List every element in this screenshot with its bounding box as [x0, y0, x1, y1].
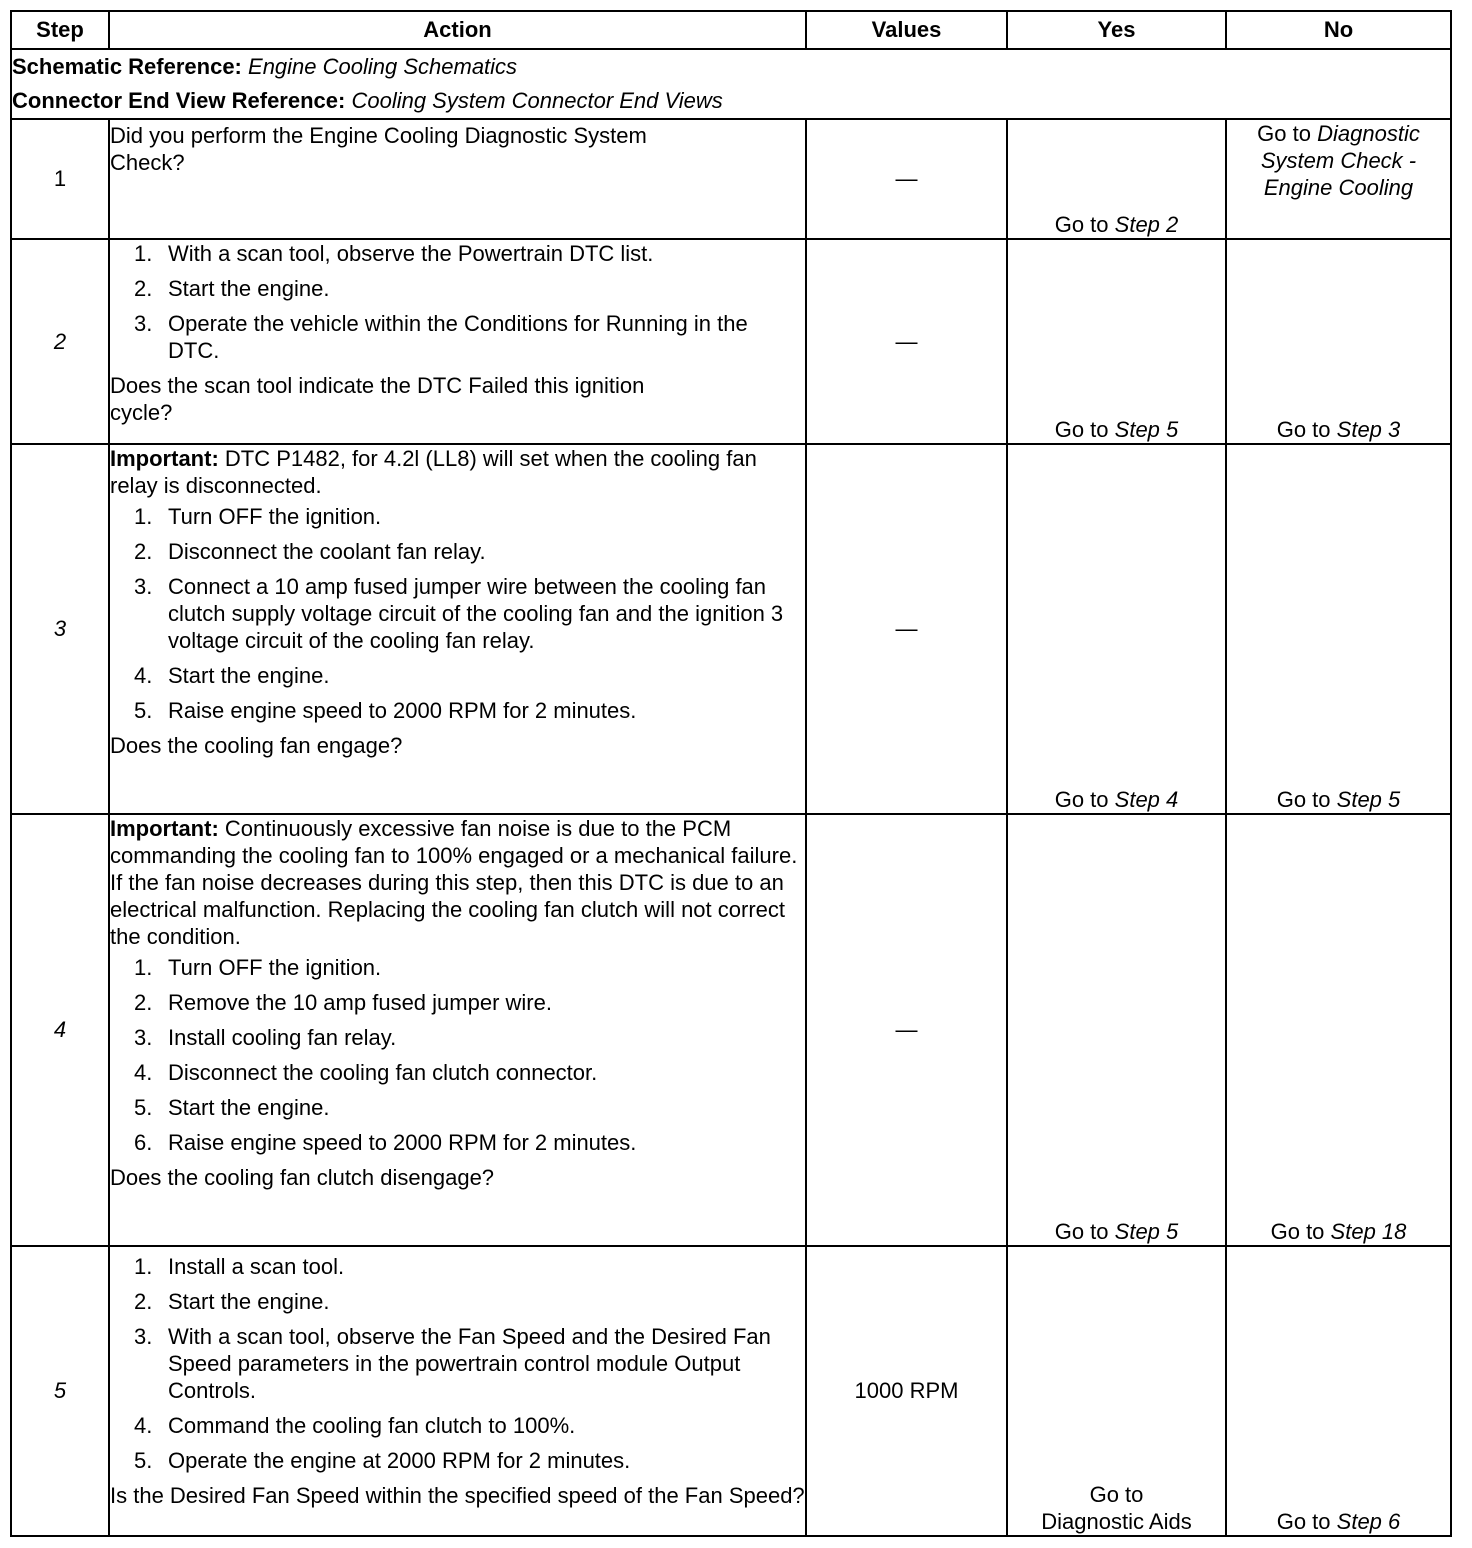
important-note: [110, 445, 805, 499]
no-target: Step 3: [1336, 417, 1401, 442]
step-number: 2: [11, 239, 109, 444]
yes-target: Step 2: [1114, 212, 1179, 237]
go-to-text: Go to: [1054, 212, 1109, 237]
go-to-text: Go to: [1270, 1219, 1325, 1244]
yes-go-to: [1055, 787, 1179, 812]
header-step: Step: [11, 11, 109, 49]
list-item-text: Turn OFF the ignition.: [168, 504, 382, 529]
list-item-text: Install cooling fan relay.: [168, 1025, 397, 1050]
go-to-text: Go to: [1054, 417, 1109, 442]
action-cell: [109, 239, 806, 444]
important-label: Important:: [110, 816, 219, 841]
schematic-reference: [12, 50, 1450, 84]
action-question: Does the cooling fan engage?: [110, 733, 403, 758]
header-yes: Yes: [1007, 11, 1226, 49]
values-cell: —: [806, 119, 1007, 239]
no-cell: [1226, 444, 1451, 814]
list-item: 5. Raise engine speed to 2000 RPM for 2 minutes.: [134, 698, 637, 723]
no-cell: [1226, 239, 1451, 444]
yes-cell: [1007, 239, 1226, 444]
step-number: 4: [11, 814, 109, 1246]
yes-cell: [1007, 1246, 1226, 1536]
header-action: Action: [109, 11, 806, 49]
go-to-text: Go to: [1089, 1482, 1144, 1507]
step-number: 5: [11, 1246, 109, 1536]
list-item-text: Raise engine speed to 2000 RPM for 2 minutes.: [168, 1130, 637, 1155]
go-to-text: Go to: [1276, 1509, 1331, 1534]
schematic-reference-label: Schematic Reference:: [12, 54, 242, 79]
table-row: [11, 119, 1451, 239]
list-item: 4. Start the engine.: [134, 663, 330, 688]
table-row: [11, 1246, 1451, 1536]
list-item: 5. Start the engine.: [134, 1095, 330, 1120]
action-question: Did you perform the Engine Cooling Diagnostic System Check?: [110, 123, 647, 175]
list-item: 6. Raise engine speed to 2000 RPM for 2 minutes.: [134, 1130, 637, 1155]
list-item: 2. Start the engine.: [134, 276, 330, 301]
yes-go-to: [1055, 212, 1179, 237]
go-to-text: Go to: [1054, 1219, 1109, 1244]
no-go-to: [1277, 417, 1401, 442]
connector-reference-label: Connector End View Reference:: [12, 88, 346, 113]
list-item: 3. Connect a 10 amp fused jumper wire between the cooling fan clutch supply voltage circuit of the cooling fan and the ignition 3 voltage circuit of the cooling fan relay.: [134, 574, 784, 653]
no-target: Step 18: [1330, 1219, 1407, 1244]
list-item-text: Start the engine.: [168, 1095, 330, 1120]
no-target: Step 6: [1336, 1509, 1401, 1534]
no-cell: [1226, 814, 1451, 1246]
list-item-text: Remove the 10 amp fused jumper wire.: [168, 990, 552, 1015]
list-item-text: With a scan tool, observe the Powertrain DTC list.: [168, 241, 654, 266]
no-go-to: [1277, 787, 1401, 812]
diagnostic-table: [10, 10, 1452, 1537]
list-item-text: Install a scan tool.: [168, 1254, 345, 1279]
action-question: Is the Desired Fan Speed within the specified speed of the Fan Speed?: [110, 1483, 805, 1508]
important-note: [110, 815, 805, 950]
go-to-text: Go to: [1276, 417, 1331, 442]
yes-cell: [1007, 119, 1226, 239]
list-item: 5. Operate the engine at 2000 RPM for 2 minutes.: [134, 1448, 631, 1473]
no-go-to: [1257, 121, 1420, 200]
yes-go-to: [1055, 417, 1179, 442]
connector-reference: [12, 84, 1450, 118]
action-question: Does the scan tool indicate the DTC Failed this ignition cycle?: [110, 373, 645, 425]
yes-target: Step 5: [1114, 417, 1179, 442]
action-steps: [110, 240, 805, 364]
values-cell: 1000 RPM: [806, 1246, 1007, 1536]
yes-cell: [1007, 444, 1226, 814]
reference-cell: [11, 49, 1451, 119]
reference-row: [11, 49, 1451, 119]
yes-go-to: [1055, 1219, 1179, 1244]
list-item: 1. Turn OFF the ignition.: [134, 955, 382, 980]
yes-target: Step 4: [1114, 787, 1179, 812]
no-cell: [1226, 119, 1451, 239]
list-item: 4. Disconnect the cooling fan clutch connector.: [134, 1060, 598, 1085]
list-item-text: Start the engine.: [168, 276, 330, 301]
list-item: 1. With a scan tool, observe the Powertrain DTC list.: [134, 241, 654, 266]
action-steps: [110, 503, 805, 724]
action-cell: [109, 814, 806, 1246]
yes-target: Diagnostic Aids: [1041, 1509, 1192, 1534]
step-number: 3: [11, 444, 109, 814]
list-item-text: Turn OFF the ignition.: [168, 955, 382, 980]
list-item: 3. With a scan tool, observe the Fan Speed and the Desired Fan Speed parameters in the powertrain control module Output Controls.: [134, 1324, 771, 1403]
list-item-text: Start the engine.: [168, 1289, 330, 1314]
list-item-text: Disconnect the coolant fan relay.: [168, 539, 486, 564]
go-to-text: Go to: [1257, 121, 1311, 146]
list-item: 2. Disconnect the coolant fan relay.: [134, 539, 486, 564]
table-row: [11, 444, 1451, 814]
important-text: DTC P1482, for 4.2l (LL8) will set when the cooling fan relay is disconnected.: [110, 446, 757, 498]
action-steps: [110, 954, 805, 1156]
table-row: [11, 814, 1451, 1246]
no-cell: [1226, 1246, 1451, 1536]
action-question: Does the cooling fan clutch disengage?: [110, 1165, 495, 1190]
list-item: 1. Turn OFF the ignition.: [134, 504, 382, 529]
no-go-to: [1271, 1219, 1407, 1244]
table-row: [11, 239, 1451, 444]
list-item: 3. Install cooling fan relay.: [134, 1025, 397, 1050]
list-item: 4. Command the cooling fan clutch to 100%.: [134, 1413, 576, 1438]
values-cell: —: [806, 239, 1007, 444]
action-cell: [109, 444, 806, 814]
list-item: 2. Start the engine.: [134, 1289, 330, 1314]
header-no: No: [1226, 11, 1451, 49]
go-to-text: Go to: [1054, 787, 1109, 812]
important-label: Important:: [110, 446, 219, 471]
go-to-text: Go to: [1276, 787, 1331, 812]
list-item-text: Connect a 10 amp fused jumper wire between the cooling fan clutch supply voltage circuit of the cooling fan and the ignition 3 voltage circuit of the cooling fan relay.: [168, 574, 784, 653]
yes-cell: [1007, 814, 1226, 1246]
schematic-reference-link: Engine Cooling Schematics: [248, 54, 518, 79]
no-go-to: [1277, 1509, 1401, 1534]
list-item-text: Operate the engine at 2000 RPM for 2 minutes.: [168, 1448, 631, 1473]
list-item-text: Operate the vehicle within the Conditions for Running in the DTC.: [168, 311, 748, 363]
list-item-text: Command the cooling fan clutch to 100%.: [168, 1413, 576, 1438]
action-cell: [109, 1246, 806, 1536]
yes-target: Step 5: [1114, 1219, 1179, 1244]
step-number: 1: [11, 119, 109, 239]
header-values: Values: [806, 11, 1007, 49]
no-target: Step 5: [1336, 787, 1401, 812]
list-item: 1. Install a scan tool.: [134, 1254, 345, 1279]
list-item-text: Raise engine speed to 2000 RPM for 2 minutes.: [168, 698, 637, 723]
connector-reference-link: Cooling System Connector End Views: [351, 88, 723, 113]
values-cell: —: [806, 814, 1007, 1246]
action-steps: [110, 1253, 805, 1474]
values-cell: —: [806, 444, 1007, 814]
list-item: 3. Operate the vehicle within the Conditions for Running in the DTC.: [134, 311, 748, 363]
header-row: [11, 11, 1451, 49]
important-text: Continuously excessive fan noise is due to the PCM commanding the cooling fan to 100% engaged or a mechanical failure. If the fan noise decreases during this step, then this DTC is due to an electrical malfunction. Replacing the cooling fan clutch will not correct the condition.: [110, 816, 798, 949]
list-item-text: Disconnect the cooling fan clutch connector.: [168, 1060, 598, 1085]
list-item-text: With a scan tool, observe the Fan Speed and the Desired Fan Speed parameters in the powertrain control module Output Controls.: [168, 1324, 771, 1403]
action-cell: [109, 119, 806, 239]
list-item-text: Start the engine.: [168, 663, 330, 688]
no-target: Diagnostic System Check - Engine Cooling: [1260, 121, 1420, 200]
list-item: 2. Remove the 10 amp fused jumper wire.: [134, 990, 552, 1015]
